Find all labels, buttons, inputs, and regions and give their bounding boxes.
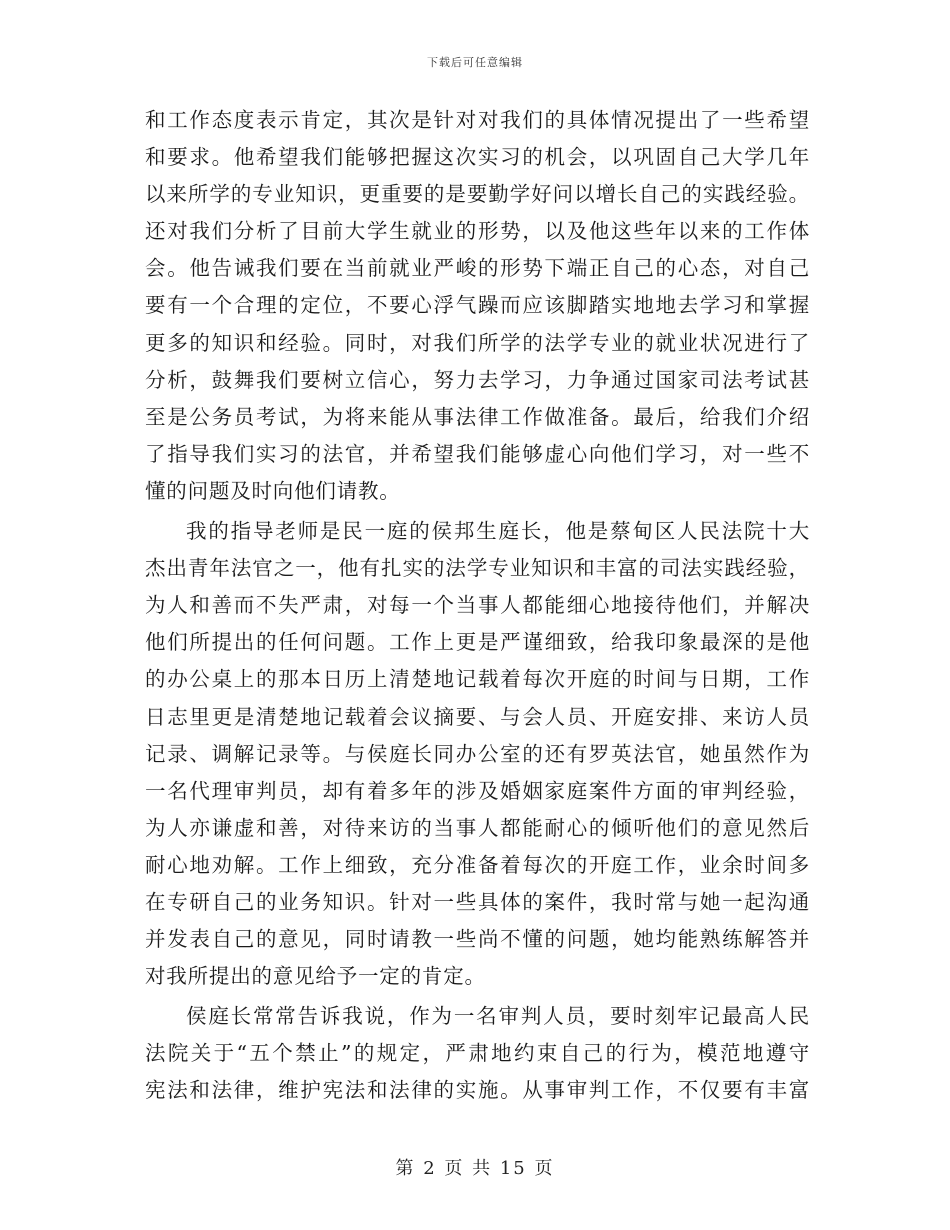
text-line: 他们所提出的任何问题。工作上更是严谨细致，给我印象最深的是他: [145, 630, 810, 655]
text-line: 并发表自己的意见，同时请教一些尚不懂的问题，她均能熟练解答并: [145, 927, 810, 952]
paragraph: [145, 102, 810, 510]
text-line: 至是公务员考试，为将来能从事法律工作做准备。最后，给我们介绍: [145, 404, 810, 429]
text-line: 分析，鼓舞我们要树立信心，努力去学习，力争通过国家司法考试甚: [145, 367, 810, 392]
text-line: 为人亦谦虚和善，对待来访的当事人都能耐心的倾听他们的意见然后: [145, 815, 810, 840]
text-line: 的办公桌上的那本日历上清楚地记载着每次开庭的时间与日期，工作: [145, 667, 810, 692]
text-line: 对我所提出的意见给予一定的肯定。: [145, 964, 486, 989]
paragraph: [145, 513, 810, 995]
text-line: 为人和善而不失严肃，对每一个当事人都能细心地接待他们，并解决: [145, 593, 810, 618]
text-line: 和工作态度表示肯定，其次是针对对我们的具体情况提出了一些希望: [145, 108, 810, 132]
text-line: 耐心地劝解。工作上细致，充分准备着每次的开庭工作，业余时间多: [145, 852, 810, 877]
text-line: 法院关于“五个禁止”的规定，严肃地约束自己的行为，模范地遵守: [145, 1041, 810, 1066]
text-line: 一名代理审判员，却有着多年的涉及婚姻家庭案件方面的审判经验，: [145, 778, 810, 803]
text-line: 还对我们分析了目前大学生就业的形势，以及他这些年以来的工作体: [145, 219, 810, 244]
document-body: [145, 102, 810, 1110]
page-header: 下载后可任意编辑: [427, 56, 523, 69]
text-line: 懂的问题及时向他们请教。: [145, 478, 401, 503]
text-line: 会。他告诫我们要在当前就业严峻的形势下端正自己的心态，对自己: [145, 256, 810, 281]
text-line: 更多的知识和经验。同时，对我们所学的法学专业的就业状况进行了: [145, 330, 810, 355]
text-line: 杰出青年法官之一，他有扎实的法学专业知识和丰富的司法实践经验，: [145, 556, 810, 581]
text-line: 了指导我们实习的法官，并希望我们能够虚心向他们学习，对一些不: [145, 441, 810, 466]
text-line: 日志里更是清楚地记载着会议摘要、与会人员、开庭安排、来访人员: [145, 704, 810, 729]
text-line: 和要求。他希望我们能够把握这次实习的机会，以巩固自己大学几年: [145, 145, 810, 170]
text-line: 记录、调解记录等。与侯庭长同办公室的还有罗英法官，她虽然作为: [145, 741, 810, 766]
text-line: 宪法和法律，维护宪法和法律的实施。从事审判工作，不仅要有丰富: [145, 1078, 810, 1103]
text-line: 侯庭长常常告诉我说，作为一名审判人员，要时刻牢记最高人民: [186, 1004, 810, 1029]
page-footer: 第 2 页 共 15 页: [395, 1158, 555, 1179]
text-line: 在专研自己的业务知识。针对一些具体的案件，我时常与她一起沟通: [145, 889, 810, 914]
paragraph: [145, 998, 810, 1109]
text-line: 以来所学的专业知识，更重要的是要勤学好问以增长自己的实践经验。: [145, 182, 810, 207]
text-line: 我的指导老师是民一庭的侯邦生庭长，他是蔡甸区人民法院十大: [186, 519, 810, 544]
text-line: 要有一个合理的定位，不要心浮气躁而应该脚踏实地地去学习和掌握: [145, 293, 810, 318]
